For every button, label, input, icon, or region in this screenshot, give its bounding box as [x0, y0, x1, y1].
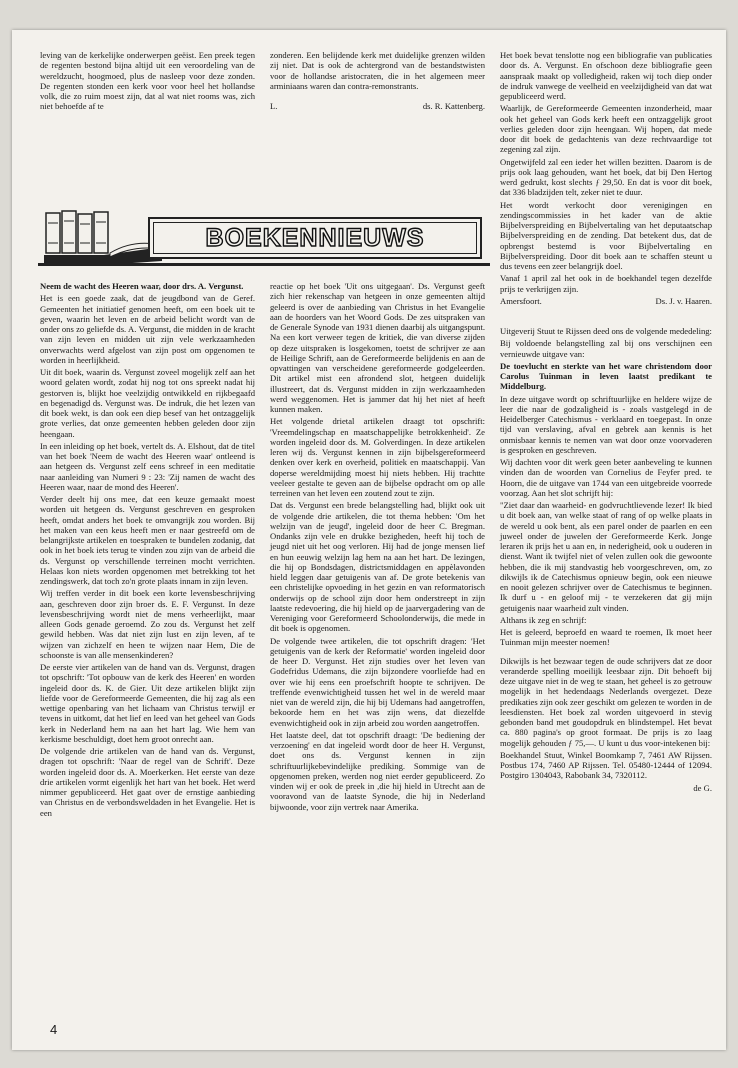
magazine-page [12, 30, 726, 1050]
announcement-intro-2: Bij voldoende belangstelling zal bij ons verschijnen een vernieuwde uitgave van: [500, 338, 712, 359]
paragraph: Althans ik zeg en schrijf: [500, 614, 587, 625]
signature-author: ds. R. Kattenberg. [422, 101, 485, 111]
quote-paragraph: "Ziet daar dan waarheid- en godvruchtlievende lezer! Ik bied u dit boek aan, van welke staat of rang of op welke plaats in de wereld u ook bent, als een parel onder de paarlen en een juweel onder de juwelen der Gereformeerde Kerk. Jonge leraren ik prijs het u aan en, in nederigheid, ook u ouderen in dienst. Want ik twijfel niet of velen zullen ook die gewoonte hebben, die ik mij standvastig heb voorgeschreven, om, zo dikwijls ik de Catechismus opnieuw begin, ook een nieuwe en nooit gelezen schrijver over de Catechismus te beginnen. Ik durf u - en geloof mij - te verzekeren dat gij mijn getuigenis naar waarheid zult vinden. [500, 500, 712, 613]
section-title: BOEKENNIEUWS [205, 223, 425, 252]
paragraph: De volgende drie artikelen van de hand van ds. Vergunst, dragen tot opschrift: 'Naar de regel van de Schrift'. Deze worden ingeleid door ds. A. Moerkerken. Het eerste van deze drie artikelen vormt eigenlijk het hart van het boek. Het werd nimmer gepubliceerd. Het gaat over de ernstige aanbieding van Christus en de verbondsweldaden in het Evangelie. Het is een [40, 746, 255, 818]
article-column-1 [40, 281, 255, 820]
signature-author: Ds. J. v. Haaren. [655, 295, 712, 306]
announcement-signature: de G. [693, 782, 712, 793]
paragraph: Wij dachten voor dit werk geen beter aanbeveling te kunnen vinden dan de woorden van Cornelius de Feyfer pred. te Hoorn, die de uitgave van 1744 van een uitgebreide voorrede voorzag. Aan het slot schrijft hij: [500, 457, 712, 498]
paragraph: Het laatste deel, dat tot opschrift draagt: 'De bediening der verzoening' en dat ingeleid wordt door de heer H. Vergunst, doet ons ds. Vergunst kennen in zijn schriftuurlijkebevindelijke prediking. Sommige van de opgenomen preken, werden nog niet eerder gepubliceerd. Zo vinden wij er ook de preek in ,die hij hield in Utrecht aan de vooravond van de laatste Synode, die hij in Nederland bijwoonde, voor zijn vertrek naar Amerika. [270, 729, 485, 812]
top-signature [270, 101, 485, 111]
paragraph: Het volgende drietal artikelen draagt tot opschrift: 'Vreemdelingschap en maatschappelijke betrokkenheid'. Ze worden ingeleid door ds. M. Golverdingen. In deze artikelen leren wij ds. Vergunst kennen in zijn bijbelsgereformeerd denken over kerk en overheid, politiek en maatschappij. Van doperse wereldmijding moest hij niets hebben. Hij trachtte veeleer gestalte te geven aan de bijbelse opdracht om op alle terreinen van het leven een zoutend zout te zijn. [270, 416, 485, 498]
announced-book-title: De toevlucht en sterkte van het ware christendom door Carolus Tuinman in leven laatst predikant te Middelburg. [500, 360, 712, 392]
paragraph: De volgende twee artikelen, die tot opschrift dragen: 'Het getuigenis van de kerk der Reformatie' worden ingeleid door de heer D. Vergunst. Het zijn studies over het leven van Godefridus Udemans, die zijn bijzondere voorliefde had en over wie hij eens een proefschrift hoopte te schrijven. De treffende evenwichtigheid tussen het wel in de wereld maar niet van de wereld zijn, die hij bij Udemans had aangetroffen, bekoorde hem en het was zijn wens, dat diezelfde evenwichtigheid ook in zijn arbeid zou worden aangetroffen. [270, 635, 485, 728]
paragraph: Verder deelt hij ons mee, dat een keuze gemaakt moest worden uit hetgeen ds. Vergunst geschreven en gesproken heeft, omdat anders het boek te omvangrijk zou worden. Bij het maken van een keus heeft men er naar gestreefd om de belangrijkste artikelen en toespraken te bundelen zodanig, dat ook in het boek iets terug te vinden zou zijn van de arbeid die ds. Vergunst op verschillende terreinen mocht verrichten. Helaas kon niets worden opgenomen met betrekking tot het zendingswerk, dat toch zo'n grote plaats innam in zijn leven. [40, 494, 255, 586]
paragraph: Dikwijls is het bezwaar tegen de oude schrijvers dat ze door veranderde spelling moeilijk leesbaar zijn. Dit behoeft bij deze uitgave niet in de weg te staan, het geheel is zo getrouw mogelijk in het hedendaags Nederlands overgezet. Deze predikaties zijn ook zeer geschikt om gelezen te worden in de leesdiensten. Het boek zal worden uitgevoerd in stevig gebonden band met goudopdruk en blindstempel. Het bevat ca. 880 pagina's op groot formaat. De prijs is zo laag mogelijk gehouden ƒ 75,—. U kunt u dus voor-intekenen bij: [500, 655, 712, 748]
quote-verse: Het is geleerd, beproefd en waard te roemen, Ik moet heer Tuinman mijn meester noemen! [500, 627, 712, 648]
paragraph: Ongetwijfeld zal een ieder het willen bezitten. Daarom is de prijs ook laag gehouden, want het boek, dat bij Den Hertog werd gedrukt, kost slechts ƒ 29,50. En dat is voor dit boek, dat 336 bladzijden telt, zeker niet te duur. [500, 156, 712, 198]
paragraph: Het is een goede zaak, dat de jeugdbond van de Geref. Gemeenten het initiatief genomen heeft, om een boek uit te geven, waarin het leven en de arbeid belicht wordt van de onder ons zo geliefde ds. A. Vergunst, die midden in de kracht van zijn leven en midden uit zijn vele werkzaamheden onverwachts werd afgelost van zijn post om opgenomen te worden in heerlijkheid. [40, 293, 255, 365]
top-left-paragraph: leving van de kerkelijke onderwerpen geëist. Een preek tegen de regenten bestond bijna altijd uit een veroordeling van de wereldzucht, hoogmoed, plus de nasleep voor deze zonden. De regenten stonden een kerk voor voor heel het hollandse volk, die zo ruim moest zijn, dat al wat niet rooms was, zich niet behoefde af te [40, 50, 255, 112]
top-middle-paragraph: zonderen. Een belijdende kerk met duidelijke grenzen wilden zij niet. Dat is ook de achtergrond van de bestandstwisten voor de hollandse aristocraten, die in het algemeen meer arminiaans waren dan contra-remonstrants. [270, 50, 485, 91]
banner-title-box [148, 217, 482, 259]
article-column-2 [270, 281, 485, 814]
books-illustration-icon [44, 209, 164, 265]
paragraph: De eerste vier artikelen van de hand van ds. Vergunst, dragen tot opschrift: 'Tot opbouw van de kerk des Heeren' en worden ingeleid door ds. K. de Gier. Uit deze artikelen blijkt zijn liefde voor de Gereformeerde Gemeenten, die hij zag als een wettige openbaring van het lichaam van Christus terwijl er tevens in uitkomt, dat het lief en leed van het geheel van Gods kerk in Nederland hem na aan het hart lag. Wie hem van kerkisme beschuldigt, doet hem groot onrecht aan. [40, 662, 255, 744]
review-heading: Neem de wacht des Heeren waar, door drs. A. Vergunst. [40, 281, 244, 291]
paragraph: Waarlijk, de Gereformeerde Gemeenten inzonderheid, maar ook het geheel van Gods kerk heeft een ontzaggelijk groot verlies geleden door zijn heengaan. Wij hopen, dat mede door dit boek de gedachtenis van deze rechtvaardige tot zegening zal zijn. [500, 103, 712, 155]
paragraph: Wij treffen verder in dit boek een korte levensbeschrijving aan, geschreven door zijn broer ds. E. F. Vergunst. In deze levensbeschrijving wordt niet de mens verheerlijkt, maar alleen Gods genade geroemd. Zo zou ds. Vergunst het zelf gewild hebben. Was dat niet zijn lust en zijn leven, af te wijzen van zichzelf en heen te wijzen naar Hem, Die de schoonste is van alle mensenkinderen? [40, 588, 255, 660]
article-column-3 [500, 50, 712, 793]
paragraph: In deze uitgave wordt op schriftuurlijke en heldere wijze de leer die naar de godzaligheid is - zoals vastgelegd in de Heidelberger Catechismus - verklaard en toegepast. In onze tijd van verslaving, afval en gebrek aan kennis is het onmisbaar kennis te nemen van wat door onze voorvaderen is gesproken en geschreven. [500, 393, 712, 455]
page-number: 4 [50, 1022, 58, 1037]
signature-place: Amersfoort. [500, 295, 542, 306]
paragraph: Het wordt verkocht door verenigingen en zendingscommissies in het kader van de aktie Bijbelverspreiding en Bijbelvertaling van het deputaatschap Bijbelverspreiding en de zending. Dat betekent dus, dat de opbrengst bestemd is voor Bijbelvertaling en Bijbelverspreiding. Door dit boek aan te schaffen steunt u dus tevens een zeer belangrijk doel. [500, 199, 712, 271]
paragraph: Uit dit boek, waarin ds. Vergunst zoveel mogelijk zelf aan het woord gelaten wordt, zodat hij nog tot ons spreekt nadat hij gestorven is, blijkt hoe veelzijdig ontwikkeld en rijkbegaafd en begenadigd ds. Vergunst was. De indruk, die het lezen van dit boek wekt, is dan ook een diep besef van het ontzaggelijk grote verlies, dat onze gemeenten hebben geleden door zijn heengaan. [40, 367, 255, 439]
paragraph: Vanaf 1 april zal het ook in de boekhandel tegen dezelfde prijs te verkrijgen zijn. [500, 273, 712, 294]
review-signature [500, 296, 712, 306]
paragraph: In een inleiding op het boek, vertelt ds. A. Elshout, dat de titel van het boek 'Neem de wacht des Heeren waar' ontleend is aan hetgeen ds. Vergunst zelf eens schreef in een meditatie naar aanleiding van Numeri 9 : 23: 'Zij namen de wacht des Heeren waar, naar de mond des Heeren'. [40, 440, 255, 492]
section-banner [38, 205, 490, 269]
top-middle-text-column [270, 50, 485, 111]
paragraph: Het boek bevat tenslotte nog een bibliografie van publicaties door ds. A. Vergunst. En ofschoon deze bibliografie geen aanspraak maakt op volledigheid, raken wij toch diep onder de indruk vanwege de veelheid en veelzijdigheid van dat wat gepubliceerd werd. [500, 50, 712, 101]
announcement-intro: Uitgeverij Stuut te Rijssen deed ons de volgende mededeling: [500, 326, 712, 336]
top-left-text-column [40, 50, 255, 114]
paragraph: Dat ds. Vergunst een brede belangstelling had, blijkt ook uit de volgende drie artikelen, die tot thema hebben: 'Om het welzijn van de jeugd', ingeleid door de heer C. Bregman. Ondanks zijn vele en drukke bezigheden, heeft hij toch de jeugd niet uit het oog verloren. Hij had de jonge mensen lief en hun eeuwig welzijn lag hem na aan het hart. De lezingen, die hij op Bondsdagen, districtsmiddagen en appèlavonden hield leggen daar getuigenis van af. De grote betekenis van een christelijke opvoeding in het gezin en van reformatorisch onderwijs op de school zijn door hem onderstreept in zijn laatste redevoering, die hij hield op de jaarvergadering van de Vereniging voor Gereformeerd Schoolonderwijs, die mede in dit boek is opgenomen. [270, 500, 485, 634]
paragraph: reactie op het boek 'Uit ons uitgegaan'. Ds. Vergunst geeft zich hier rekenschap van hetgeen in onze gemeenten altijd geleerd is over de aanbieding van Christus in het Evangelie aan de hoorders van het Woord Gods. De zes uitspraken van de Generale Synode van 1931 dienen daarbij als uitgangspunt. Na een kort verweer tegen de kritiek, die van diverse zijden op deze uitspraken is losgekomen, toetst de schrijver ze aan de Heilige Schrift, aan de Gereformeerde belijdenis en aan de opvattingen van verscheidene gereformeerde godgeleerden. Dit artikel mist een afrondend slot, hetgeen duidelijk illustreert, dat ds. Vergunst midden in zijn werkzaamheden werd weggenomen. Het is jammer dat hij het niet af heeft kunnen maken. [270, 281, 485, 414]
banner-divider [38, 263, 490, 266]
bookshop-address: Boekhandel Stuut, Winkel Boomkamp 7, 7461 AW Rijssen. Postbus 174, 7460 AP Rijssen. Tel. 05480-12444 of 12094. Postgiro 1304043, Rabobank 34, 7320112. [500, 749, 712, 781]
signature-initial: L. [270, 101, 278, 111]
